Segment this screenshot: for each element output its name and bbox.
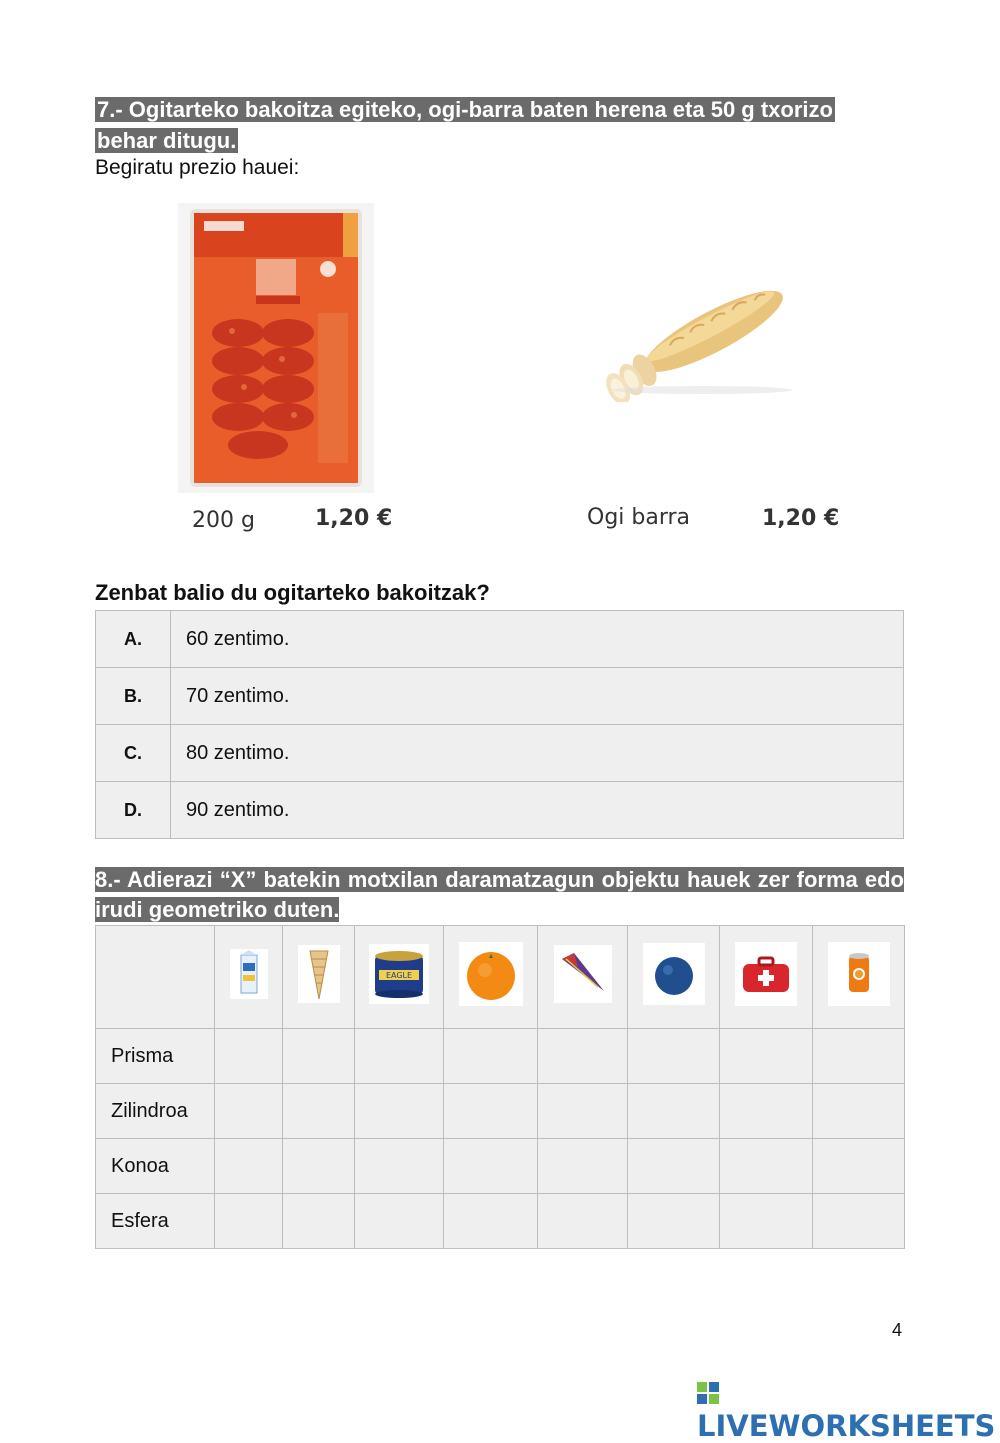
answer-cell[interactable] [538,1139,628,1194]
empty-corner-cell [96,926,215,1029]
answer-cell[interactable] [215,1194,283,1249]
answer-cell[interactable] [813,1139,905,1194]
option-letter: D. [96,782,171,839]
answer-cell[interactable] [355,1029,444,1084]
liveworksheets-logo [697,1375,1000,1443]
shapes-grid-table [95,925,905,1249]
cone-pastry-icon [554,945,612,1003]
svg-text:EAGLE: EAGLE [385,971,413,980]
answer-cell[interactable] [628,1139,720,1194]
soda-can-icon [828,942,890,1006]
option-row-b[interactable] [96,668,904,725]
shape-row-label: Konoa [96,1139,215,1194]
answer-cell[interactable] [444,1139,538,1194]
option-letter: A. [96,611,171,668]
shape-row-label: Zilindroa [96,1084,215,1139]
option-text: 70 zentimo. [171,668,904,725]
answer-cell[interactable] [628,1194,720,1249]
option-letter: B. [96,668,171,725]
brand-text: LIVEWORKSHEETS [697,1409,996,1443]
liveworksheets-logo-icon [697,1377,719,1399]
answer-cell[interactable] [720,1084,813,1139]
milk-carton-icon [230,949,268,999]
answer-cell[interactable] [813,1029,905,1084]
option-text: 60 zentimo. [171,611,904,668]
product-1-price: 1,20 € [315,506,393,531]
answer-cell[interactable] [283,1194,355,1249]
ice-cream-cone-icon [298,945,340,1003]
answer-cell[interactable] [283,1084,355,1139]
answer-cell[interactable] [215,1084,283,1139]
object-cell [538,926,628,1029]
shape-row-zilindroa [96,1084,905,1139]
answer-cell[interactable] [215,1029,283,1084]
objects-header-row [96,926,905,1029]
option-row-a[interactable] [96,611,904,668]
object-cell [283,926,355,1029]
answer-cell[interactable] [538,1084,628,1139]
chorizo-package-image [178,203,374,493]
object-cell [444,926,538,1029]
answer-cell[interactable] [720,1139,813,1194]
answer-cell[interactable] [355,1139,444,1194]
answer-cell[interactable] [813,1194,905,1249]
answer-cell[interactable] [283,1029,355,1084]
shape-row-esfera [96,1194,905,1249]
option-row-c[interactable] [96,725,904,782]
canned-nuts-icon [369,944,429,1004]
product-2-label: Ogi barra [587,505,691,530]
answer-cell[interactable] [628,1029,720,1084]
product-2-price: 1,20 € [762,506,840,531]
option-text: 80 zentimo. [171,725,904,782]
answer-cell[interactable] [720,1194,813,1249]
answer-cell[interactable] [444,1029,538,1084]
answer-cell[interactable] [355,1194,444,1249]
blue-ball-icon [643,943,705,1005]
question-7-prompt: Zenbat balio du ogitarteko bakoitzak? [95,580,490,605]
answer-cell[interactable] [444,1084,538,1139]
first-aid-case-icon [735,942,797,1006]
question-7-subtitle: Begiratu prezio hauei: [95,156,300,179]
answer-cell[interactable] [283,1139,355,1194]
product-1-label: 200 g [192,508,255,533]
answer-cell[interactable] [538,1194,628,1249]
shape-row-label: Prisma [96,1029,215,1084]
answer-cell[interactable] [355,1084,444,1139]
shape-row-prisma [96,1029,905,1084]
option-text: 90 zentimo. [171,782,904,839]
object-cell [813,926,905,1029]
page-number: 4 [892,1320,903,1340]
baguette-image [592,272,807,402]
question-7-title: 7.- Ogitarteko bakoitza egiteko, ogi-barra baten herena eta 50 g txorizo behar ditugu. [97,97,833,153]
option-letter: C. [96,725,171,782]
question-8-title: 8.- Adierazi “X” batekin motxilan daramatzagun objektu hauek zer forma edo irudi geometriko duten. [95,867,904,922]
answer-cell[interactable] [813,1084,905,1139]
orange-icon [459,942,523,1006]
object-cell [355,926,444,1029]
answer-options-table [95,610,904,839]
answer-cell[interactable] [538,1029,628,1084]
answer-cell[interactable] [215,1139,283,1194]
object-cell [720,926,813,1029]
object-cell [215,926,283,1029]
answer-cell[interactable] [720,1029,813,1084]
answer-cell[interactable] [628,1084,720,1139]
object-cell [628,926,720,1029]
shape-row-konoa [96,1139,905,1194]
option-row-d[interactable] [96,782,904,839]
shape-row-label: Esfera [96,1194,215,1249]
answer-cell[interactable] [444,1194,538,1249]
